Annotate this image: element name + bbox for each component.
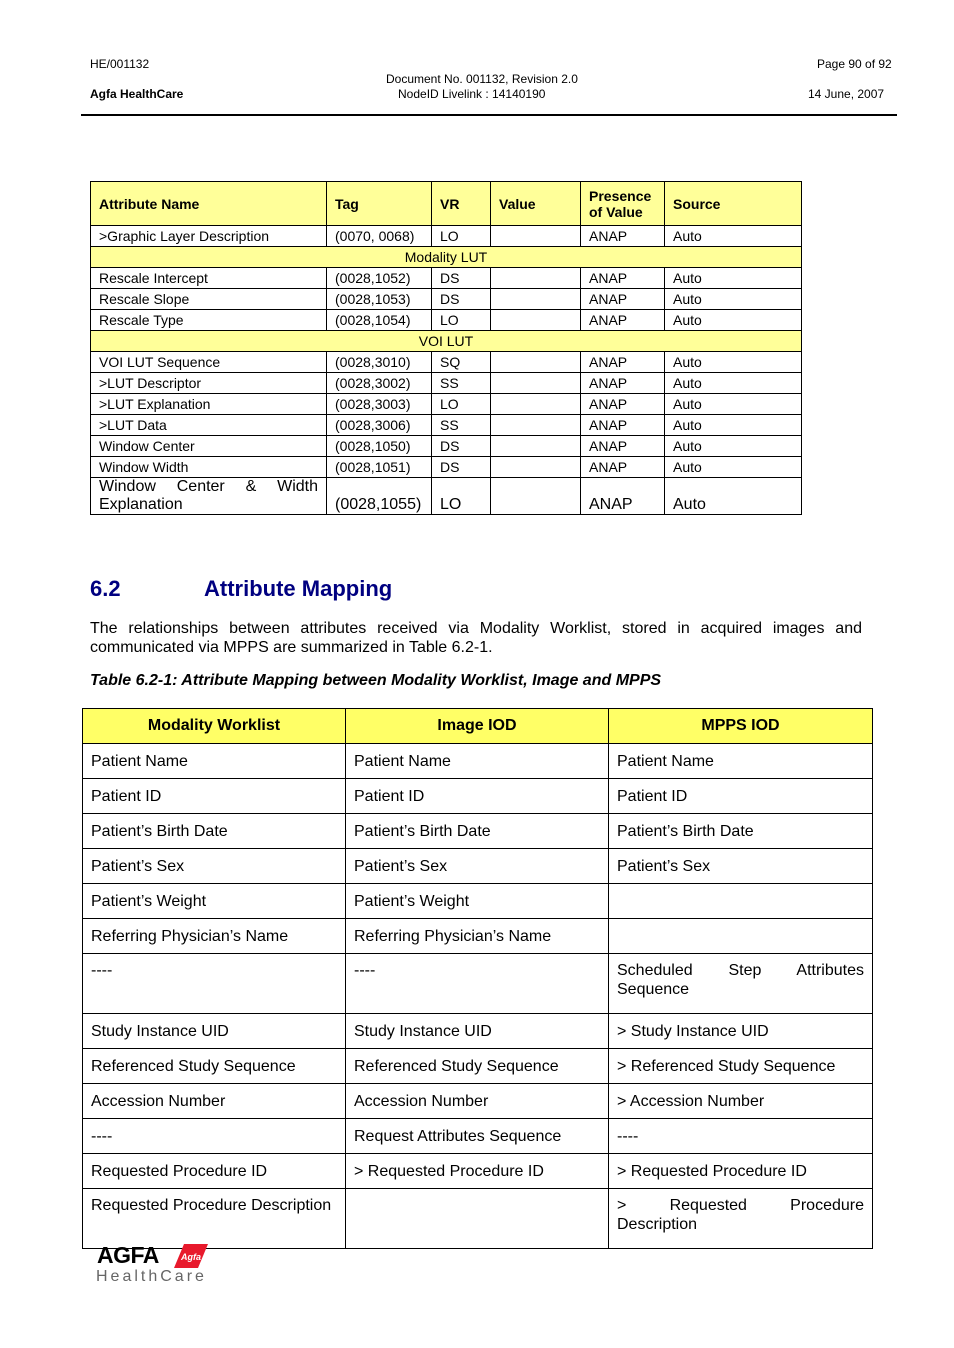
cell-tag: (0028,1055) xyxy=(327,478,432,515)
mapping-row xyxy=(83,744,873,779)
cell-tag: (0028,3003) xyxy=(327,394,432,415)
cell-attribute-name: Window Center & Width Explanation xyxy=(91,478,327,515)
agfa-healthcare-logo xyxy=(95,1240,225,1290)
header-tag: Tag xyxy=(327,182,432,226)
doc-code: HE/001132 xyxy=(90,57,150,71)
cell-tag: (0028,1051) xyxy=(327,457,432,478)
cell-mpps-iod: ---- xyxy=(609,1119,873,1154)
mapping-row xyxy=(83,814,873,849)
table-row xyxy=(91,457,802,478)
cell-source: Auto xyxy=(665,436,802,457)
cell-image-iod: Accession Number xyxy=(346,1084,609,1119)
cell-modality-worklist: Referring Physician’s Name xyxy=(83,919,346,954)
cell-image-iod: Referring Physician’s Name xyxy=(346,919,609,954)
doc-date: 14 June, 2007 xyxy=(808,87,885,101)
cell-tag: (0028,1050) xyxy=(327,436,432,457)
header-attribute-name: Attribute Name xyxy=(91,182,327,226)
mapping-row xyxy=(83,954,873,1014)
cell-source: Auto xyxy=(665,289,802,310)
table-row xyxy=(91,478,802,515)
cell-modality-worklist: Patient’s Birth Date xyxy=(83,814,346,849)
logo-mark-text: Agfa xyxy=(181,1252,201,1262)
cell-vr: DS xyxy=(432,436,491,457)
cell-attribute-name: >LUT Data xyxy=(91,415,327,436)
section-number: 6.2 xyxy=(90,576,121,601)
cell-value xyxy=(491,310,581,331)
mapping-row xyxy=(83,884,873,919)
table-row xyxy=(91,289,802,310)
cell-mpps-iod: > Accession Number xyxy=(609,1084,873,1119)
cell-vr: DS xyxy=(432,268,491,289)
logo-subtitle: HealthCare xyxy=(96,1268,207,1285)
cell-image-iod: Patient’s Weight xyxy=(346,884,609,919)
table-row xyxy=(91,226,802,247)
cell-vr: LO xyxy=(432,310,491,331)
cell-attribute-name: >LUT Descriptor xyxy=(91,373,327,394)
cell-image-iod: Patient ID xyxy=(346,779,609,814)
cell-vr: DS xyxy=(432,289,491,310)
mapping-row xyxy=(83,919,873,954)
cell-presence: ANAP xyxy=(581,226,665,247)
cell-modality-worklist: Study Instance UID xyxy=(83,1014,346,1049)
page-number: Page 90 of 92 xyxy=(817,57,892,71)
cell-image-iod: Referenced Study Sequence xyxy=(346,1049,609,1084)
cell-tag: (0028,3002) xyxy=(327,373,432,394)
cell-vr: SS xyxy=(432,415,491,436)
cell-vr: LO xyxy=(432,478,491,515)
attribute-table xyxy=(90,181,802,515)
cell-modality-worklist: Accession Number xyxy=(83,1084,346,1119)
cell-modality-worklist: ---- xyxy=(83,954,346,1014)
doc-number: Document No. 001132, Revision 2.0 xyxy=(386,72,578,86)
table-row xyxy=(91,373,802,394)
cell-source: Auto xyxy=(665,394,802,415)
mapping-table-header xyxy=(83,709,873,744)
subheader-label: VOI LUT xyxy=(91,331,802,352)
cell-modality-worklist: Requested Procedure ID xyxy=(83,1154,346,1189)
mapping-row xyxy=(83,1049,873,1084)
cell-modality-worklist: Referenced Study Sequence xyxy=(83,1049,346,1084)
cell-value xyxy=(491,289,581,310)
cell-image-iod: ---- xyxy=(346,954,609,1014)
table-row xyxy=(91,436,802,457)
cell-presence: ANAP xyxy=(581,457,665,478)
cell-tag: (0028,3010) xyxy=(327,352,432,373)
logo-brand: AGFA xyxy=(97,1242,159,1268)
cell-value xyxy=(491,394,581,415)
cell-tag: (0028,1054) xyxy=(327,310,432,331)
cell-image-iod: Study Instance UID xyxy=(346,1014,609,1049)
cell-attribute-name: >LUT Explanation xyxy=(91,394,327,415)
cell-image-iod: > Requested Procedure ID xyxy=(346,1154,609,1189)
cell-image-iod: Patient’s Sex xyxy=(346,849,609,884)
cell-image-iod: Patient Name xyxy=(346,744,609,779)
cell-attribute-name: >Graphic Layer Description xyxy=(91,226,327,247)
cell-tag: (0070, 0068) xyxy=(327,226,432,247)
cell-value xyxy=(491,436,581,457)
cell-value xyxy=(491,226,581,247)
section-paragraph: The relationships between attributes received via Modality Worklist, stored in acquired images and communicated via MPPS are summarized in Table 6.2-1. xyxy=(90,620,862,656)
cell-mpps-iod: Patient Name xyxy=(609,744,873,779)
header-image-iod: Image IOD xyxy=(346,709,609,744)
mapping-row xyxy=(83,779,873,814)
mapping-row xyxy=(83,1119,873,1154)
cell-image-iod: Patient’s Birth Date xyxy=(346,814,609,849)
cell-attribute-name: Rescale Slope xyxy=(91,289,327,310)
attribute-table-header xyxy=(91,182,802,226)
mapping-table xyxy=(82,708,873,1249)
cell-value xyxy=(491,268,581,289)
cell-mpps-iod: Scheduled Step Attributes Sequence xyxy=(609,954,873,1014)
cell-vr: LO xyxy=(432,226,491,247)
cell-presence: ANAP xyxy=(581,373,665,394)
node-id: NodeID Livelink : 14140190 xyxy=(398,87,546,101)
mapping-row xyxy=(83,1014,873,1049)
cell-modality-worklist: Patient’s Sex xyxy=(83,849,346,884)
table-row xyxy=(91,394,802,415)
header-modality-worklist: Modality Worklist xyxy=(83,709,346,744)
cell-tag: (0028,3006) xyxy=(327,415,432,436)
section-title: Attribute Mapping xyxy=(204,576,393,601)
table-caption: Table 6.2-1: Attribute Mapping between Modality Worklist, Image and MPPS xyxy=(90,672,662,689)
cell-source: Auto xyxy=(665,226,802,247)
cell-modality-worklist: ---- xyxy=(83,1119,346,1154)
cell-presence: ANAP xyxy=(581,478,665,515)
cell-value xyxy=(491,478,581,515)
cell-source: Auto xyxy=(665,352,802,373)
cell-mpps-iod xyxy=(609,884,873,919)
header-value: Value xyxy=(491,182,581,226)
cell-presence: ANAP xyxy=(581,289,665,310)
cell-vr: DS xyxy=(432,457,491,478)
cell-modality-worklist: Patient Name xyxy=(83,744,346,779)
cell-image-iod xyxy=(346,1189,609,1249)
cell-vr: SQ xyxy=(432,352,491,373)
cell-source: Auto xyxy=(665,268,802,289)
subheader-label: Modality LUT xyxy=(91,247,802,268)
cell-vr: LO xyxy=(432,394,491,415)
cell-mpps-iod: > Referenced Study Sequence xyxy=(609,1049,873,1084)
cell-image-iod: Request Attributes Sequence xyxy=(346,1119,609,1154)
cell-tag: (0028,1052) xyxy=(327,268,432,289)
cell-source: Auto xyxy=(665,478,802,515)
cell-attribute-name: Window Center xyxy=(91,436,327,457)
cell-modality-worklist: Patient ID xyxy=(83,779,346,814)
header-vr: VR xyxy=(432,182,491,226)
cell-value xyxy=(491,373,581,394)
table-subheader-row xyxy=(91,331,802,352)
cell-mpps-iod: Patient’s Birth Date xyxy=(609,814,873,849)
table-row xyxy=(91,268,802,289)
cell-attribute-name: VOI LUT Sequence xyxy=(91,352,327,373)
cell-mpps-iod xyxy=(609,919,873,954)
table-row xyxy=(91,310,802,331)
cell-value xyxy=(491,457,581,478)
cell-modality-worklist: Patient’s Weight xyxy=(83,884,346,919)
header-presence: Presence of Value xyxy=(581,182,665,226)
cell-mpps-iod: > Requested Procedure ID xyxy=(609,1154,873,1189)
cell-mpps-iod: Patient’s Sex xyxy=(609,849,873,884)
cell-tag: (0028,1053) xyxy=(327,289,432,310)
cell-presence: ANAP xyxy=(581,415,665,436)
mapping-row xyxy=(83,849,873,884)
cell-presence: ANAP xyxy=(581,268,665,289)
cell-source: Auto xyxy=(665,457,802,478)
cell-value xyxy=(491,352,581,373)
cell-presence: ANAP xyxy=(581,436,665,457)
cell-attribute-name: Rescale Type xyxy=(91,310,327,331)
cell-mpps-iod: > Study Instance UID xyxy=(609,1014,873,1049)
cell-value xyxy=(491,415,581,436)
cell-mpps-iod: > Requested Procedure Description xyxy=(609,1189,873,1249)
table-subheader-row xyxy=(91,247,802,268)
table-row xyxy=(91,415,802,436)
mapping-row xyxy=(83,1154,873,1189)
cell-presence: ANAP xyxy=(581,310,665,331)
cell-source: Auto xyxy=(665,310,802,331)
table-row xyxy=(91,352,802,373)
cell-modality-worklist: Requested Procedure Description xyxy=(83,1189,346,1249)
cell-mpps-iod: Patient ID xyxy=(609,779,873,814)
cell-presence: ANAP xyxy=(581,352,665,373)
cell-attribute-name: Rescale Intercept xyxy=(91,268,327,289)
header-mpps-iod: MPPS IOD xyxy=(609,709,873,744)
cell-vr: SS xyxy=(432,373,491,394)
cell-attribute-name: Window Width xyxy=(91,457,327,478)
cell-presence: ANAP xyxy=(581,394,665,415)
header-source: Source xyxy=(665,182,802,226)
mapping-row xyxy=(83,1084,873,1119)
cell-source: Auto xyxy=(665,415,802,436)
header-rule xyxy=(81,114,897,116)
cell-source: Auto xyxy=(665,373,802,394)
company-name: Agfa HealthCare xyxy=(90,87,184,101)
